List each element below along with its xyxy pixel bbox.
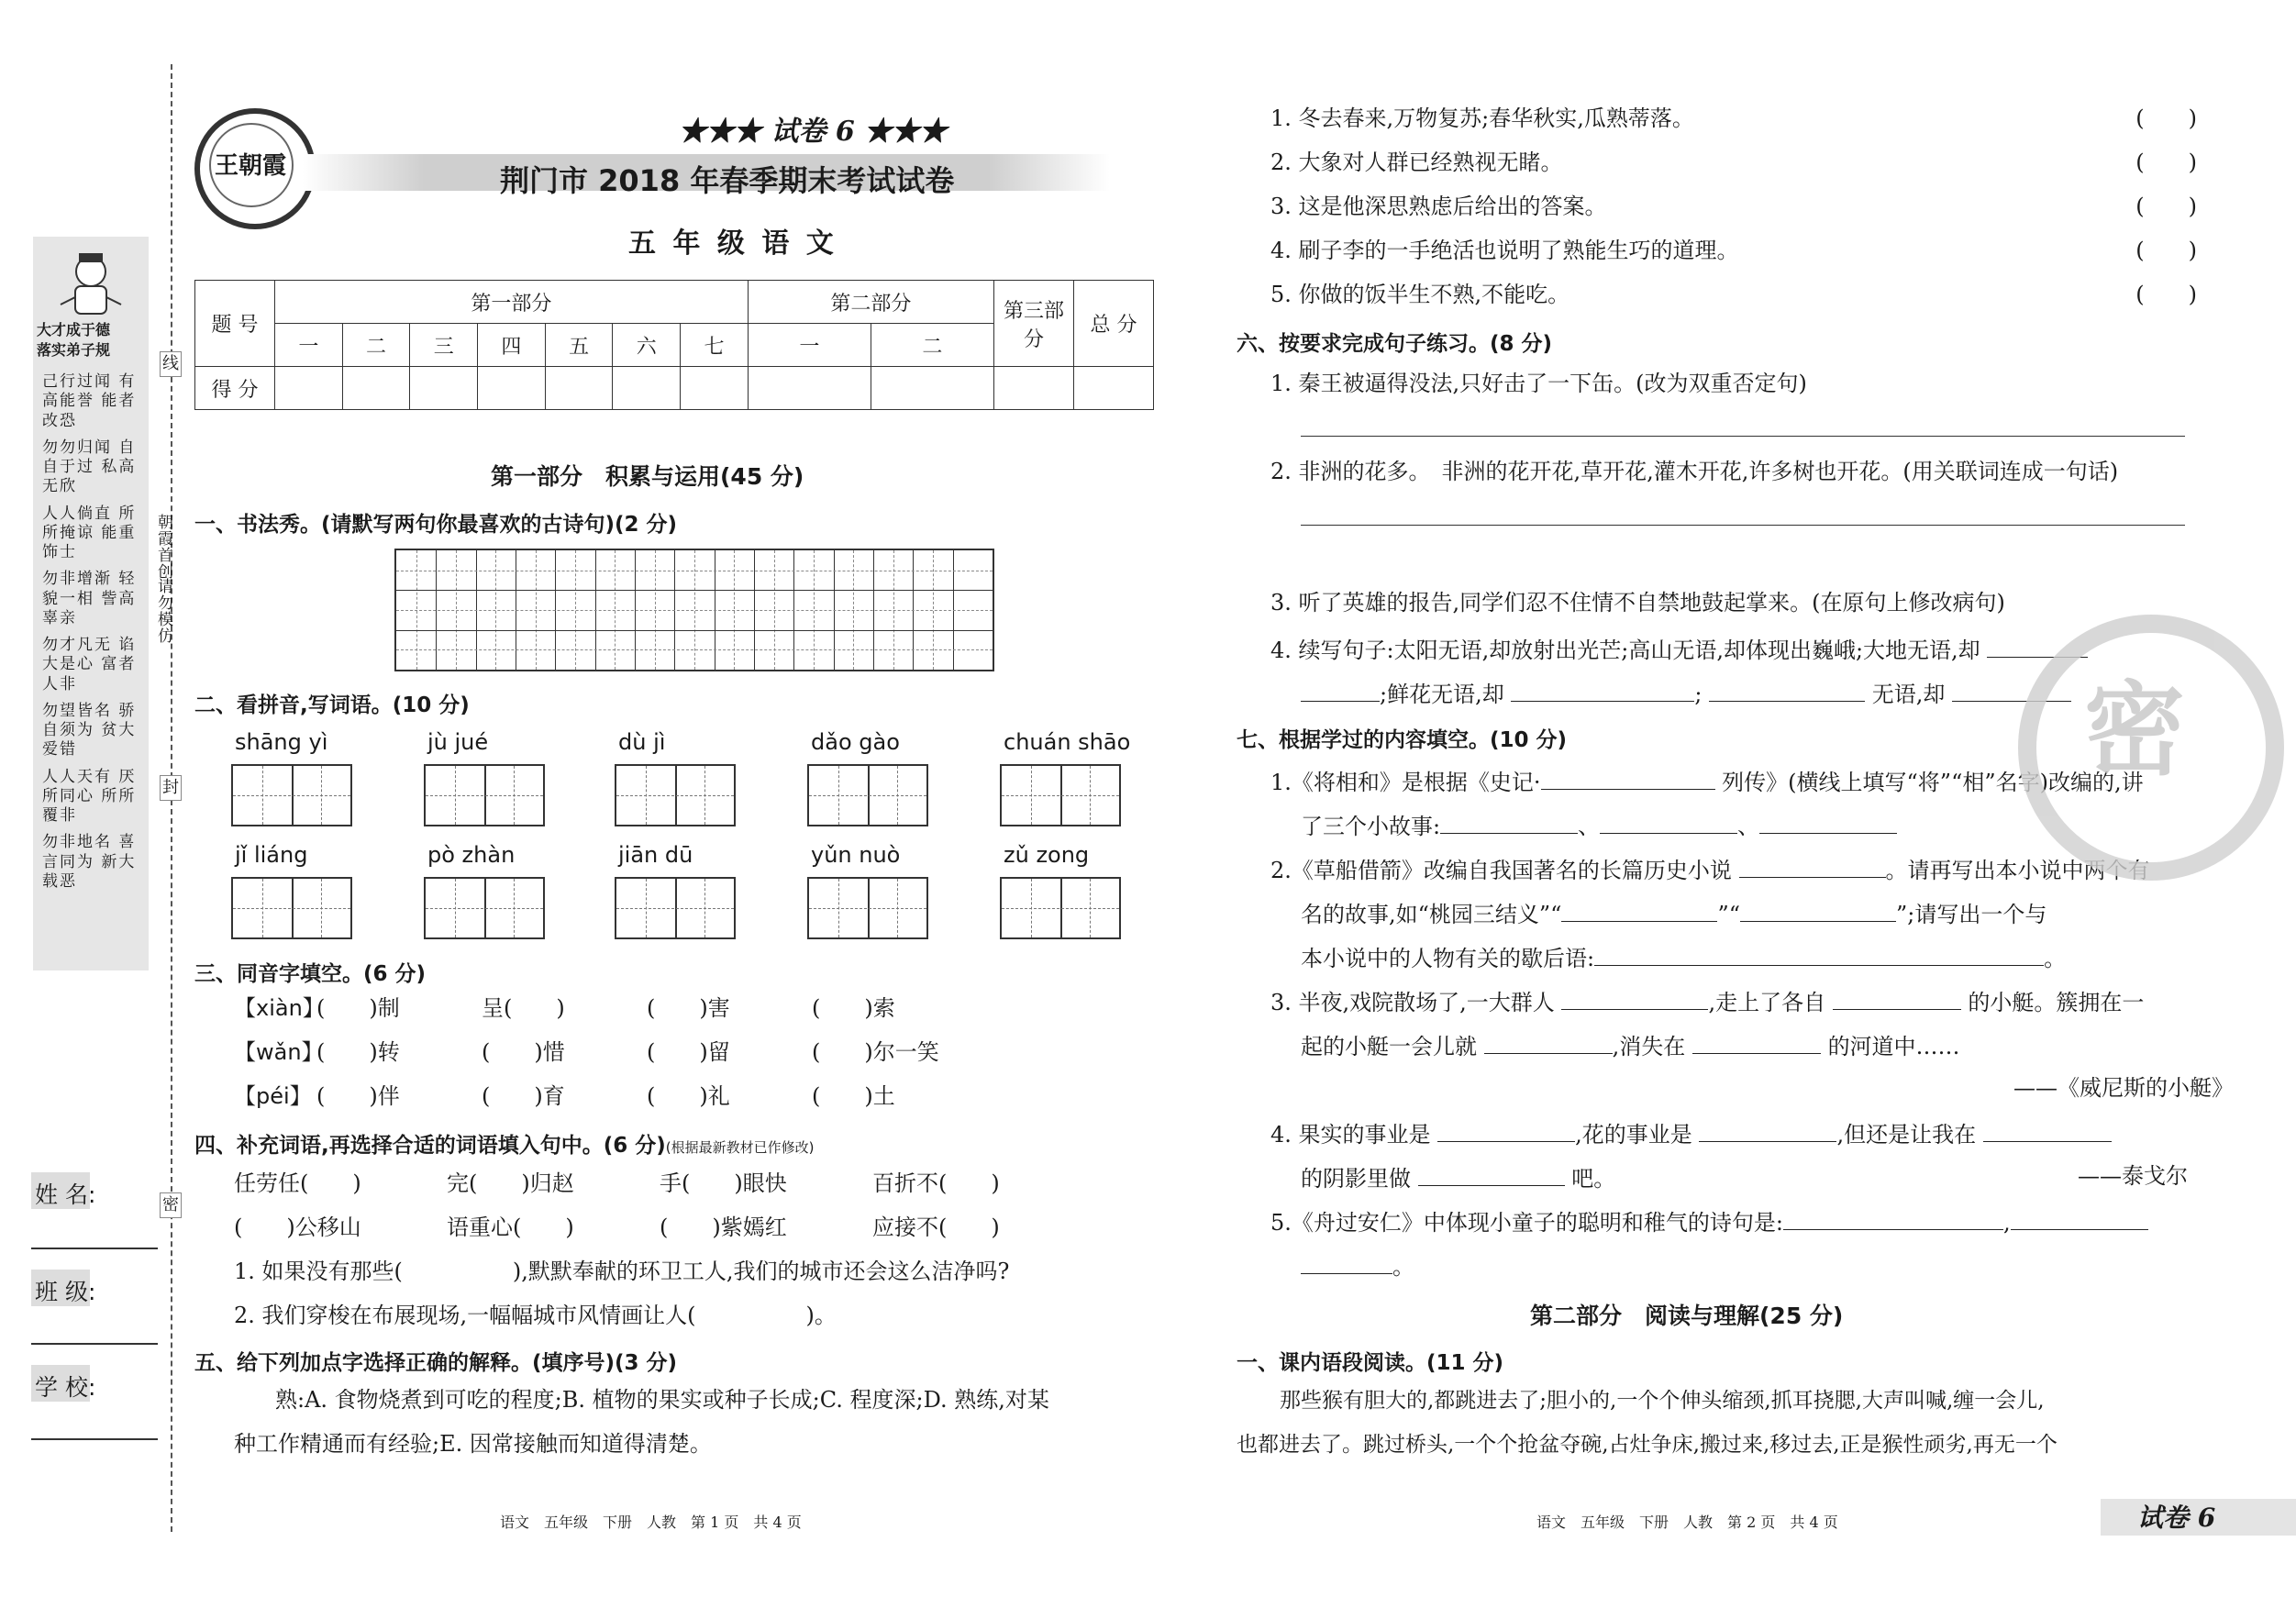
tian-grid-answer-box[interactable]	[231, 764, 352, 826]
subject-title: 五 年 级 语 文	[628, 227, 837, 260]
seal-mark-line: 线	[160, 351, 182, 377]
q7-2-text-a: 2.《草船借箭》改编自我国著名的长篇历史小说	[1270, 858, 1732, 883]
q6-item-4	[1270, 635, 2088, 664]
q3-blank-item[interactable]: ( )转	[316, 1039, 400, 1065]
q4-idiom-blank[interactable]: 任劳任( )	[234, 1170, 361, 1196]
q6-item-2: 2. 非洲的花多。 非洲的花开花,草开花,灌木开花,许多树也开花。(用关联词连成一句话)	[1270, 459, 2119, 484]
score-col: 三	[410, 324, 478, 367]
q3-blank-item[interactable]: 呈( )	[482, 995, 565, 1021]
q7-3-text-b: ,走上了各自	[1708, 990, 1826, 1015]
score-col: 一	[748, 324, 871, 367]
secret-stamp	[2018, 615, 2284, 881]
paper-label: ★★★ 试卷 6 ★★★	[679, 116, 948, 148]
sidebar-note-2: 请勿模仿	[154, 578, 172, 644]
tian-grid-answer-box[interactable]	[231, 877, 352, 939]
pinyin-label: dù jì	[618, 729, 666, 755]
blank[interactable]	[1561, 987, 1708, 1010]
class-field[interactable]	[31, 1343, 158, 1345]
tian-grid-answer-box[interactable]	[807, 764, 928, 826]
reading-1-heading: 一、课内语段阅读。(11 分)	[1237, 1351, 1504, 1375]
pinyin-label: yǔn nuò	[811, 842, 901, 868]
proverb-block: 勿勿归闻 自自于过 私高无欣	[42, 438, 137, 496]
q3-pinyin: 【xiàn】	[234, 995, 325, 1021]
blank[interactable]	[1561, 899, 1717, 922]
q3-row	[234, 1083, 977, 1110]
blank[interactable]	[1301, 679, 1380, 702]
pinyin-label: dǎo gào	[811, 729, 900, 755]
q3-blank-item[interactable]: ( )尔一笑	[812, 1039, 939, 1065]
name-label: 姓 名:	[35, 1181, 96, 1208]
part1-heading: 第一部分 积累与运用(45 分)	[491, 463, 804, 490]
tian-grid-answer-box[interactable]	[1000, 877, 1121, 939]
q7-4-text-e: 吧。	[1571, 1166, 1616, 1192]
q7-5-text: 5.《舟过安仁》中体现小童子的聪明和稚气的诗句是:	[1270, 1210, 1783, 1236]
q7-item-1-cont: 了三个小故事: 、 、	[1301, 811, 1897, 840]
blank[interactable]	[1511, 679, 1694, 702]
q4-idiom-blank[interactable]: 手( )眼快	[660, 1170, 787, 1196]
school-field[interactable]	[31, 1438, 158, 1440]
q6-4-text-b1: ;鲜花无语,却	[1380, 682, 1504, 707]
score-col: 二	[871, 324, 993, 367]
calligraphy-grid[interactable]	[394, 549, 994, 671]
q3-blank-item[interactable]: ( )制	[316, 995, 400, 1021]
q3-blank-item[interactable]: ( )惜	[482, 1039, 565, 1065]
q3-blank-item[interactable]: ( )害	[647, 995, 730, 1021]
answer-paren[interactable]: ( )	[2135, 150, 2197, 175]
blank[interactable]	[1699, 1119, 1836, 1142]
pinyin-section	[220, 729, 1156, 940]
logo-text: 王朝霞	[215, 152, 287, 180]
blank[interactable]	[1783, 1207, 2003, 1230]
score-cell[interactable]	[342, 367, 410, 410]
proverb-block: 人人倘直 所所掩谅 能重饰士	[42, 504, 137, 561]
q7-1-text-c: 了三个小故事:	[1301, 814, 1441, 839]
q6-item-3: 3. 听了英雄的报告,同学们忍不住情不自禁地鼓起掌来。(在原句上修改病句)	[1270, 590, 2005, 616]
q7-item-3	[1270, 987, 2144, 1016]
q7-4-text-d: 的阴影里做	[1301, 1166, 1411, 1192]
page1-footer: 语文 五年级 下册 人教 第 1 页 共 4 页	[500, 1514, 802, 1531]
q5-item	[1270, 282, 2197, 308]
score-total: 总 分	[1074, 281, 1154, 367]
q4-idiom-blank[interactable]: 百折不( )	[872, 1170, 1000, 1196]
grid-row-guide	[396, 649, 993, 650]
score-part3: 第三部分	[994, 281, 1074, 367]
q7-heading: 七、根据学过的内容填空。(10 分)	[1237, 728, 1568, 752]
q7-3-text-a: 3. 半夜,戏院散场了,一大群人	[1270, 990, 1555, 1015]
q6-4-text-b2: ;	[1694, 682, 1703, 707]
q4-sentence-2: 2. 我们穿梭在布展现场,一幅幅城市风情画让人( )。	[234, 1303, 837, 1328]
score-col: 七	[681, 324, 749, 367]
q7-2-text-f: 本小说中的人物有关的歇后语:	[1301, 946, 1595, 971]
score-col: 五	[545, 324, 613, 367]
q5-item	[1270, 150, 2197, 176]
q4-row-1	[234, 1170, 1085, 1197]
school-label: 学 校:	[35, 1374, 96, 1401]
q5-heading: 五、给下列加点字选择正确的解释。(填序号)(3 分)	[194, 1351, 678, 1375]
q6-4-text-b3: 无语,却	[1871, 682, 1946, 707]
proverb-block: 己行过闻 有高能誉 能者改恐	[42, 372, 137, 430]
q3-pinyin: 【péi】	[234, 1083, 312, 1109]
score-cell[interactable]	[994, 367, 1074, 410]
q5-definition-1: 熟:A. 食物烧煮到可吃的程度;B. 植物的果实或种子长成;C. 程度深;D. 熟练,对某	[275, 1387, 1049, 1413]
q4-note: (根据最新教材已作修改)	[665, 1139, 815, 1156]
q5-item-text: 2. 大象对人群已经熟视无睹。	[1270, 150, 1563, 175]
q4-heading	[194, 1128, 815, 1159]
sidebar-proverbs	[42, 372, 143, 899]
score-cell[interactable]	[275, 367, 343, 410]
blank[interactable]	[1833, 987, 1961, 1010]
blank[interactable]	[1709, 679, 1865, 702]
q3-blank-item[interactable]: ( )育	[482, 1083, 565, 1109]
q6-answer-line-1[interactable]	[1301, 436, 2185, 437]
q7-item-2-cont2: 本小说中的人物有关的歇后语: 。	[1301, 943, 2066, 972]
q3-row	[234, 995, 977, 1022]
q5-item-text: 1. 冬去春来,万物复苏;春华秋实,瓜熟蒂落。	[1270, 105, 1694, 131]
q3-heading: 三、同音字填空。(6 分)	[194, 962, 427, 986]
q7-item-5: 5.《舟过安仁》中体现小童子的聪明和稚气的诗句是: ,	[1270, 1207, 2148, 1237]
q7-item-2	[1270, 855, 2150, 884]
q6-heading: 六、按要求完成句子练习。(8 分)	[1237, 332, 1553, 356]
answer-paren[interactable]: ( )	[2135, 105, 2197, 131]
answer-paren[interactable]: ( )	[2135, 238, 2197, 263]
q7-item-1	[1270, 767, 2144, 796]
secret-stamp-text: 密	[2084, 671, 2185, 789]
pinyin-label: pò zhàn	[427, 842, 516, 868]
blank[interactable]	[1600, 811, 1737, 834]
score-cell[interactable]	[748, 367, 871, 410]
q6-answer-line-2[interactable]	[1301, 525, 2185, 526]
q3-blank-item[interactable]: ( )索	[812, 995, 895, 1021]
q3-blank-item[interactable]: ( )留	[647, 1039, 730, 1065]
logo-seal	[194, 108, 316, 229]
tian-grid-answer-box[interactable]	[615, 764, 736, 826]
score-col: 二	[342, 324, 410, 367]
reading-paragraph-1: 那些猴有胆大的,都跳进去了;胆小的,一个个伸头缩颈,抓耳挠腮,大声叫喊,缠一会儿,	[1280, 1389, 2045, 1413]
score-cell[interactable]	[871, 367, 993, 410]
blank[interactable]	[1301, 1251, 1392, 1274]
proverb-block: 勿非增渐 轻貌一相 訾高辜亲	[42, 570, 137, 627]
grid-row-line	[396, 630, 993, 631]
q7-2-text-b: 。请再写出本小说中两个有	[1885, 858, 2150, 883]
q4-heading-text: 四、补充词语,再选择合适的词语填入句中。(6 分)	[194, 1134, 666, 1158]
q7-item-5-cont: 。	[1301, 1251, 1414, 1281]
q3-row	[234, 1039, 977, 1066]
score-col: 四	[478, 324, 546, 367]
q3-blank-item[interactable]: ( )伴	[316, 1083, 400, 1109]
q7-item-4-source: ——泰戈尔	[2078, 1163, 2188, 1189]
q7-2-text-c: 名的故事,如“桃园三结义”“	[1301, 902, 1562, 927]
q4-idiom-blank[interactable]: ( )紫嫣红	[660, 1214, 787, 1240]
blank[interactable]	[1594, 943, 2044, 966]
pinyin-label: zǔ zong	[1004, 842, 1090, 868]
scholar-illustration	[48, 246, 134, 319]
proverb-block: 人人天有 厌所同心 所所覆非	[42, 767, 137, 825]
q4-row-2	[234, 1214, 1085, 1241]
q5-item	[1270, 194, 2197, 220]
blank[interactable]	[2011, 1207, 2148, 1230]
score-cell[interactable]	[410, 367, 478, 410]
tian-grid-answer-box[interactable]	[807, 877, 928, 939]
q4-idiom-blank[interactable]: ( )公移山	[234, 1214, 361, 1240]
q7-2-text-e: ”;请写出一个与	[1895, 902, 2047, 927]
q4-idiom-blank[interactable]: 完( )归赵	[447, 1170, 574, 1196]
q5-item	[1270, 105, 2197, 132]
sidebar-banner-1: 大才成于德	[37, 321, 111, 338]
q5-item-text: 5. 你做的饭半生不熟,不能吃。	[1270, 282, 1570, 307]
q6-4-text-a: 4. 续写句子:太阳无语,却放射出光芒;高山无语,却体现出巍峨;大地无语,却	[1270, 638, 1980, 663]
q2-heading: 二、看拼音,写词语。(10 分)	[194, 693, 470, 717]
q4-idiom-blank[interactable]: 应接不( )	[872, 1214, 1000, 1240]
score-part2: 第二部分	[748, 281, 993, 324]
page2-footer: 语文 五年级 下册 人教 第 2 页 共 4 页	[1536, 1514, 1838, 1531]
seal-mark-secret: 密	[160, 1192, 182, 1218]
blank[interactable]	[1440, 811, 1578, 834]
q7-3-text-f: 的河道中……	[1827, 1034, 1960, 1059]
q4-idiom-blank[interactable]: 语重心( )	[447, 1214, 574, 1240]
proverb-block: 勿非地名 喜言同为 新大载恶	[42, 833, 137, 891]
name-field[interactable]	[31, 1248, 158, 1249]
q7-3-text-c: 的小艇。簇拥在一	[1968, 990, 2145, 1015]
tian-grid-answer-box[interactable]	[615, 877, 736, 939]
score-cell[interactable]	[478, 367, 546, 410]
pinyin-label: jǐ liáng	[235, 842, 308, 868]
grid-row-line	[396, 590, 993, 591]
blank[interactable]	[1484, 1031, 1613, 1054]
sidebar-banner-2: 落实弟子规	[37, 341, 111, 359]
q7-4-text-b: ,花的事业是	[1575, 1122, 1692, 1148]
seal-mark-seal: 封	[160, 775, 182, 801]
q7-item-4-cont	[1301, 1163, 1615, 1192]
q5-item-text: 4. 刷子李的一手绝活也说明了熟能生巧的道理。	[1270, 238, 1739, 263]
q7-item-3-source: ——《威尼斯的小艇》	[2013, 1075, 2234, 1101]
q7-item-3-cont	[1301, 1031, 1960, 1060]
q7-3-text-e: ,消失在	[1612, 1034, 1686, 1059]
q6-item-4-cont	[1301, 679, 2071, 708]
blank[interactable]	[1983, 1119, 2112, 1142]
pinyin-label: chuán shāo	[1004, 729, 1131, 755]
pinyin-label: shāng yì	[235, 729, 328, 755]
q1-heading: 一、书法秀。(请默写两句你最喜欢的古诗句)(2 分)	[194, 513, 678, 537]
score-col: 六	[613, 324, 681, 367]
blank[interactable]	[1418, 1163, 1565, 1186]
score-cell[interactable]	[681, 367, 749, 410]
blank[interactable]	[1692, 1031, 1821, 1054]
q5-item-text: 3. 这是他深思熟虑后给出的答案。	[1270, 194, 1607, 219]
pinyin-label: jù jué	[427, 729, 489, 755]
score-cell[interactable]	[545, 367, 613, 410]
q3-blank-item[interactable]: ( )土	[812, 1083, 895, 1109]
q3-pinyin: 【wǎn】	[234, 1039, 324, 1065]
blank[interactable]	[1740, 899, 1896, 922]
blank[interactable]	[1437, 1119, 1575, 1142]
blank[interactable]	[1541, 767, 1715, 790]
tian-grid-answer-box[interactable]	[424, 877, 545, 939]
q7-2-text-d: ”“	[1717, 902, 1740, 927]
corner-tag: 试卷 6	[2137, 1503, 2216, 1533]
score-cell[interactable]	[1074, 367, 1154, 410]
score-col: 一	[275, 324, 343, 367]
q7-1-text-a: 1.《将相和》是根据《史记·	[1270, 770, 1541, 795]
q4-sentence-1: 1. 如果没有那些( ),默默奉献的环卫工人,我们的城市还会这么洁净吗?	[234, 1259, 1010, 1284]
score-cell[interactable]	[613, 367, 681, 410]
q5-item	[1270, 238, 2197, 264]
q6-item-1: 1. 秦王被逼得没法,只好击了一下缶。(改为双重否定句)	[1270, 371, 1807, 396]
reading-paragraph-2: 也都进去了。跳过桥头,一个个抢盆夺碗,占灶争床,搬过来,移过去,正是猴性顽劣,再无一个	[1237, 1433, 2058, 1457]
q5-definition-2: 种工作精通而有经验;E. 因常接触而知道得清楚。	[234, 1431, 712, 1457]
q7-3-text-d: 起的小艇一会儿就	[1301, 1034, 1477, 1059]
tian-grid-answer-box[interactable]	[424, 764, 545, 826]
q7-4-text-c: ,但还是让我在	[1836, 1122, 1977, 1148]
q3-blank-item[interactable]: ( )礼	[647, 1083, 730, 1109]
q7-item-4	[1270, 1119, 2112, 1148]
pinyin-label: jiān dū	[618, 842, 693, 868]
blank[interactable]	[1739, 855, 1886, 878]
score-part1: 第一部分	[275, 281, 749, 324]
answer-paren[interactable]: ( )	[2135, 194, 2197, 219]
score-table	[194, 280, 1154, 410]
score-row-label: 得 分	[195, 367, 275, 410]
answer-paren[interactable]: ( )	[2135, 282, 2197, 307]
exam-title: 荆门市 2018 年春季期末考试试卷	[500, 163, 955, 198]
score-col-title: 题 号	[195, 281, 275, 367]
q7-item-2-cont	[1301, 899, 2046, 928]
q7-1-text-b: 列传》(横线上填写“将”“相”名字)改编的,讲	[1722, 770, 2144, 795]
sidebar-note-1: 朝霞首创	[154, 514, 172, 580]
proverb-block: 勿才凡无 谄大是心 富者人非	[42, 636, 137, 693]
q7-4-text-a: 4. 果实的事业是	[1270, 1122, 1431, 1148]
blank[interactable]	[1759, 811, 1897, 834]
tian-grid-answer-box[interactable]	[1000, 764, 1121, 826]
grid-row-guide	[396, 610, 993, 611]
proverb-block: 勿望皆名 骄自须为 贫大爱错	[42, 701, 137, 760]
class-label: 班 级:	[35, 1279, 96, 1305]
part2-heading: 第二部分 阅读与理解(25 分)	[1530, 1303, 1844, 1329]
